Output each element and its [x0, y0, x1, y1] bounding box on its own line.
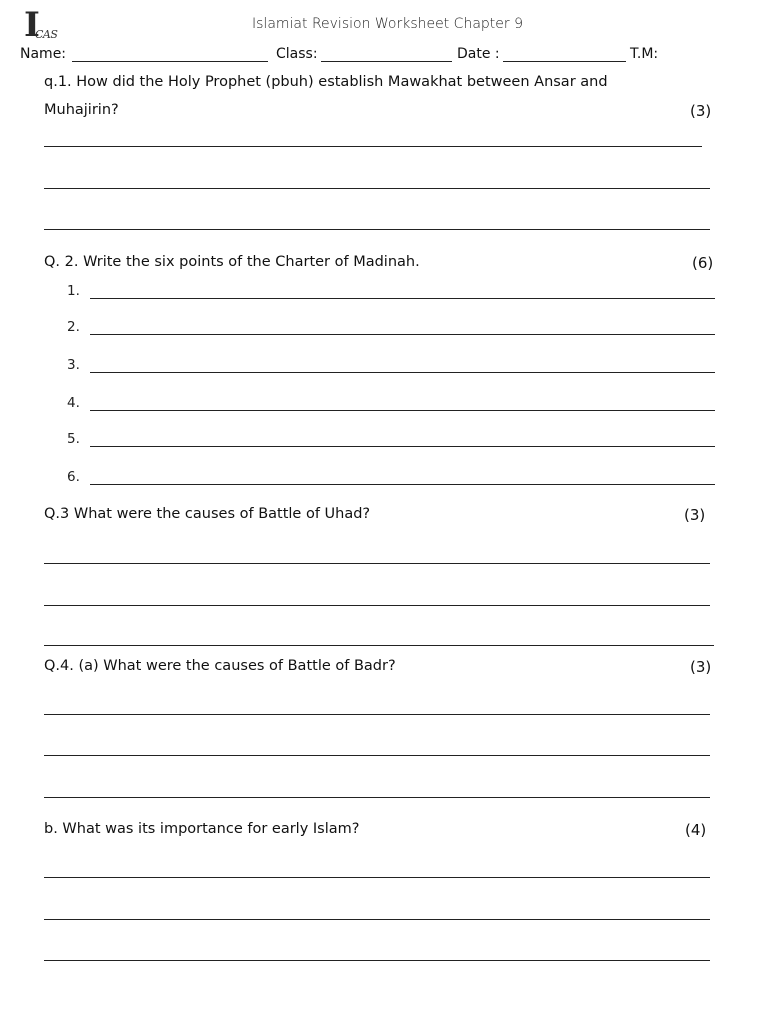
answer-line[interactable] [44, 605, 710, 606]
list-number: 1. [67, 283, 80, 299]
logo-subtext: CAS [35, 28, 58, 41]
list-number: 5. [67, 431, 80, 447]
list-number: 6. [67, 469, 80, 485]
q4a-marks: (3) [690, 658, 712, 676]
list-number: 2. [67, 319, 80, 335]
tm-label: T.M: [630, 46, 659, 62]
date-label: Date : [457, 46, 500, 62]
answer-line[interactable] [44, 229, 710, 230]
answer-line[interactable] [44, 797, 710, 798]
q3-text: Q.3 What were the causes of Battle of Uhad? [44, 506, 371, 522]
name-label: Name: [20, 46, 67, 62]
answer-line[interactable] [90, 410, 715, 411]
name-field-line[interactable] [72, 61, 268, 62]
q4b-marks: (4) [685, 821, 707, 839]
q1-marks: (3) [690, 102, 712, 120]
answer-line[interactable] [90, 298, 715, 299]
class-field-line[interactable] [321, 61, 452, 62]
class-label: Class: [276, 46, 318, 62]
q1-text-line2: Muhajirin? [44, 102, 119, 118]
answer-line[interactable] [44, 755, 710, 756]
answer-line[interactable] [44, 645, 714, 646]
q4a-text: Q.4. (a) What were the causes of Battle of Badr? [44, 658, 396, 674]
answer-line[interactable] [44, 919, 710, 920]
date-field-line[interactable] [503, 61, 626, 62]
q2-text: Q. 2. Write the six points of the Charter of Madinah. [44, 254, 420, 270]
answer-line[interactable] [44, 188, 710, 189]
list-number: 3. [67, 357, 80, 373]
q4b-text: b. What was its importance for early Islam? [44, 821, 360, 837]
school-logo [24, 5, 58, 45]
q2-marks: (6) [692, 254, 714, 272]
answer-line[interactable] [90, 446, 715, 447]
answer-line[interactable] [44, 146, 702, 147]
list-number: 4. [67, 395, 80, 411]
answer-line[interactable] [90, 484, 715, 485]
answer-line[interactable] [44, 563, 710, 564]
answer-line[interactable] [44, 714, 710, 715]
logo-letter: I [24, 5, 40, 45]
answer-line[interactable] [44, 960, 710, 961]
q3-marks: (3) [684, 506, 706, 524]
worksheet-title: Islamiat Revision Worksheet Chapter 9 [252, 16, 524, 32]
answer-line[interactable] [90, 372, 715, 373]
q1-text-line1: q.1. How did the Holy Prophet (pbuh) establish Mawakhat between Ansar and [44, 74, 608, 90]
answer-line[interactable] [44, 877, 710, 878]
answer-line[interactable] [90, 334, 715, 335]
